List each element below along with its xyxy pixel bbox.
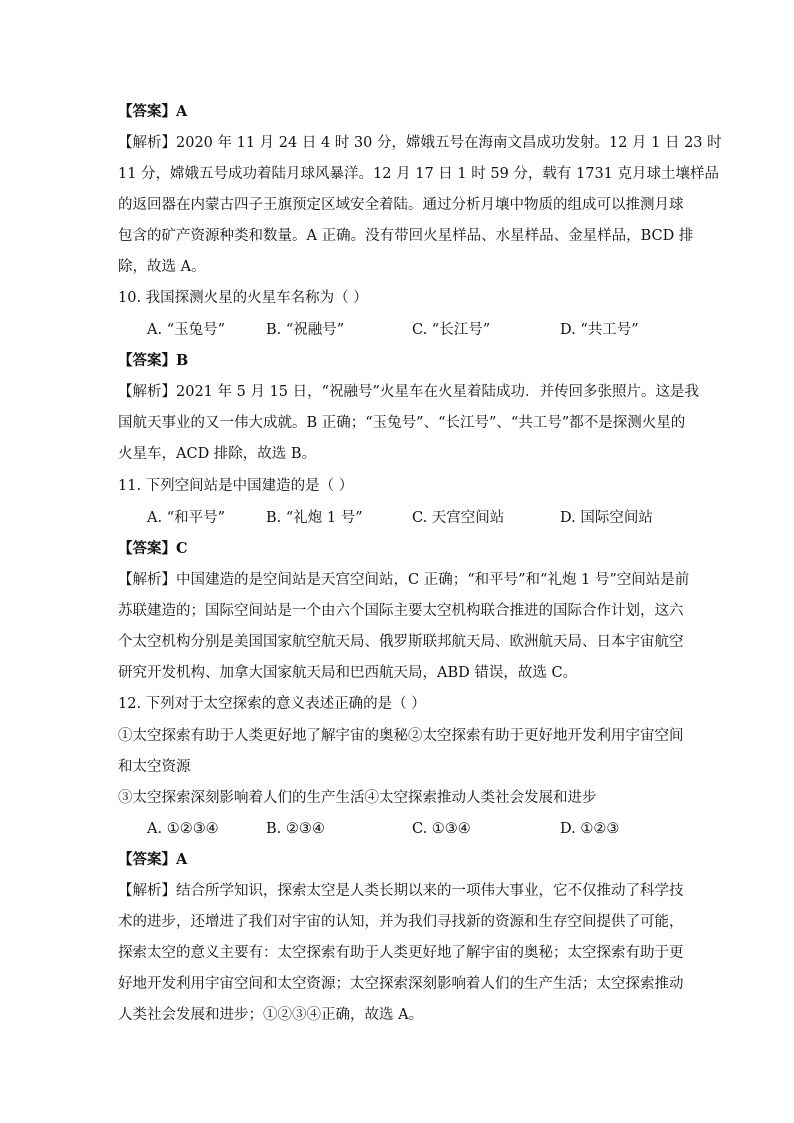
- q11-option-c: C. 天宫空间站: [412, 510, 505, 526]
- q10-option-c: C. “长江号”: [412, 322, 491, 338]
- q12-option-a: A. ①②③④: [147, 821, 219, 837]
- q11-option-d: D. 国际空间站: [560, 510, 653, 526]
- q11-option-b: B. “礼炮 1 号”: [266, 510, 363, 526]
- q9-analysis-line-2: 11 分，嫦娥五号成功着陆月球风暴洋。12 月 17 日 1 时 59 分，载有 1731 克月球土壤样品: [118, 166, 720, 182]
- q10-analysis-line-3: 火星车，ACD 排除，故选 B。: [118, 446, 317, 462]
- q10-option-a: A. “玉兔号”: [147, 322, 226, 338]
- q12-analysis-line-3: 探索太空的意义主要有：太空探索有助于人类更好地了解宇宙的奥秘；太空探索有助于更: [118, 945, 684, 961]
- q9-analysis-line-3: 的返回器在内蒙古四子王旗预定区域安全着陆。通过分析月壤中物质的组成可以推测月球: [118, 197, 684, 213]
- q12-analysis-line-2: 术的进步，还增进了我们对宇宙的认知，并为我们寻找新的资源和生存空间提供了可能，: [118, 914, 684, 930]
- q10-analysis-line-2: 国航天事业的又一伟大成就。B 正确；“玉兔号”、“长江号”、“共工号”都不是探测火星的: [118, 415, 686, 431]
- q12-statement-line-3: ③太空探索深刻影响着人们的生产生活④太空探索推动人类社会发展和进步: [118, 790, 597, 806]
- q11-analysis-line-3: 个太空机构分别是美国国家航空航天局、俄罗斯联邦航天局、欧洲航天局、日本宇宙航空: [118, 634, 684, 650]
- q12-statement-line-2: 和太空资源: [118, 759, 191, 775]
- q9-answer: 【答案】A: [118, 103, 188, 120]
- q12-stem: 12. 下列对于太空探索的意义表述正确的是（ ）: [118, 696, 426, 712]
- q11-analysis-line-2: 苏联建造的；国际空间站是一个由六个国际主要太空机构联合推进的国际合作计划，这六: [118, 603, 684, 619]
- q12-option-b: B. ②③④: [266, 821, 325, 837]
- q10-option-d: D. “共工号”: [560, 322, 639, 338]
- q12-option-d: D. ①②③: [560, 821, 620, 837]
- q11-stem: 11. 下列空间站是中国建造的是（ ）: [118, 478, 354, 494]
- q11-analysis-line-1: 【解析】中国建造的是空间站是天宫空间站，C 正确；“和平号”和“礼炮 1 号”空间站是前: [118, 572, 690, 588]
- q9-analysis-line-4: 包含的矿产资源种类和数量。A 正确。没有带回火星样品、水星样品、金星样品，BCD 排: [118, 228, 694, 244]
- q12-analysis-line-4: 好地开发利用宇宙空间和太空资源；太空探索深刻影响着人们的生产生活；太空探索推动: [118, 976, 684, 992]
- q11-option-a: A. “和平号”: [147, 510, 226, 526]
- q11-answer: 【答案】C: [118, 540, 188, 557]
- q10-analysis-line-1: 【解析】2021 年 5 月 15 日，“祝融号”火星车在火星着陆成功．并传回多张照片。这是我: [118, 384, 699, 400]
- q12-analysis-line-1: 【解析】结合所学知识，探索太空是人类长期以来的一项伟大事业，它不仅推动了科学技: [118, 883, 684, 899]
- q12-statement-line-1: ①太空探索有助于人类更好地了解宇宙的奥秘②太空探索有助于更好地开发利用宇宙空间: [118, 728, 684, 744]
- q10-stem: 10. 我国探测火星的火星车名称为（ ）: [118, 290, 368, 306]
- q10-answer: 【答案】B: [118, 352, 189, 369]
- q12-answer: 【答案】A: [118, 851, 188, 868]
- q12-option-c: C. ①③④: [412, 821, 471, 837]
- q12-analysis-line-5: 人类社会发展和进步；①②③④正确，故选 A。: [118, 1007, 424, 1023]
- q9-analysis-line-1: 【解析】2020 年 11 月 24 日 4 时 30 分，嫦娥五号在海南文昌成功发射。12 月 1 日 23 时: [118, 135, 722, 151]
- q11-analysis-line-4: 研究开发机构、加拿大国家航天局和巴西航天局，ABD 错误，故选 C。: [118, 665, 578, 681]
- q9-analysis-line-5: 除，故选 A。: [118, 259, 206, 275]
- q10-option-b: B. “祝融号”: [266, 322, 345, 338]
